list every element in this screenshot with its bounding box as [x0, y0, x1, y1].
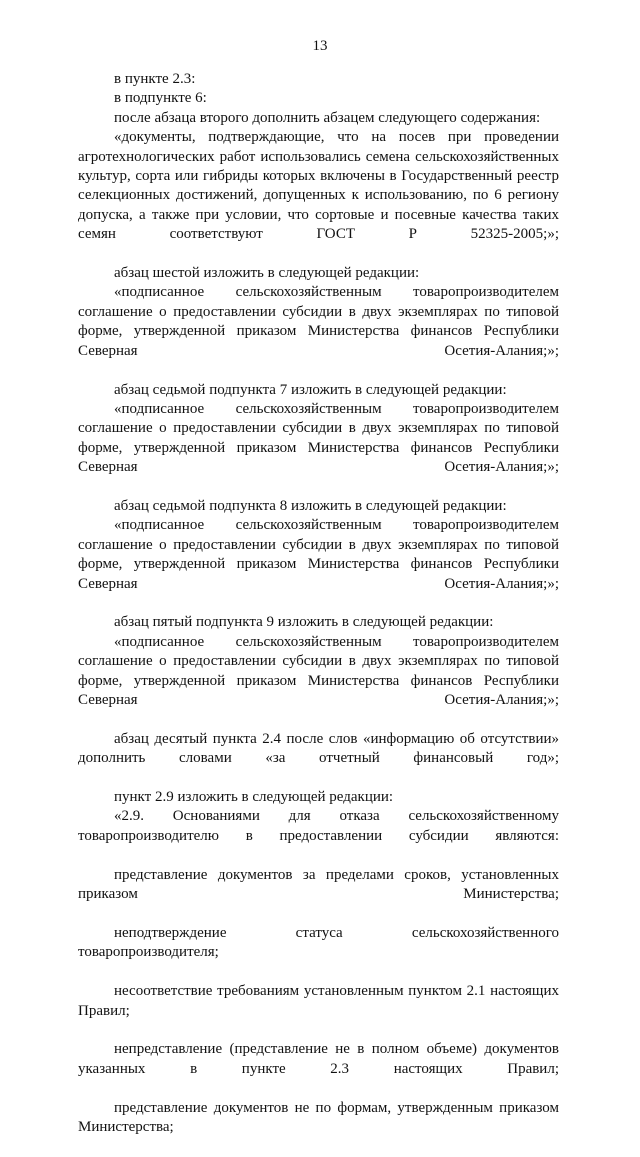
paragraph: «подписанное сельскохозяйственным товаропроизводителем соглашение о предоставлении субсидии в двух экземплярах по типовой форме, утвержденной приказом Министерства финансов Республики Северная Осетия-Алания;»;	[78, 400, 559, 476]
paragraph: в подпункте 6:	[114, 90, 207, 107]
paragraph: представление документов не по формам, утвержденным приказом Министерства;	[78, 1099, 559, 1135]
page-number: 13	[312, 38, 328, 54]
paragraph: абзац шестой изложить в следующей редакции:	[114, 265, 420, 282]
paragraph: пункт 2.9 изложить в следующей редакции:	[114, 789, 394, 806]
paragraph: «подписанное сельскохозяйственным товаропроизводителем соглашение о предоставлении субсидии в двух экземплярах по типовой форме, утвержденной приказом Министерства финансов Республики Северная Осетия-Алания;»;	[78, 284, 559, 359]
paragraph: несоответствие требованиям установленным пунктом 2.1 настоящих Правил;	[78, 983, 559, 1019]
paragraph: «подписанное сельскохозяйственным товаропроизводителем соглашение о предоставлении субсидии в двух экземплярах по типовой форме, утвержденной приказом Министерства финансов Республики Северная Осетия-Алания;»;	[78, 633, 559, 708]
paragraph: абзац седьмой подпункта 8 изложить в следующей редакции:	[114, 497, 507, 514]
paragraph: абзац пятый подпункта 9 изложить в следующей редакции:	[114, 614, 494, 631]
paragraph: неподтверждение статуса сельскохозяйственного товаропроизводителя;	[78, 924, 559, 961]
paragraph: после абзаца второго дополнить абзацем следующего содержания:	[114, 109, 541, 126]
paragraph: «документы, подтверждающие, что на посев при проведении агротехнологических работ использовались семена сельскохозяйственных культур, сорта или гибриды которых включены в Государственный реестр селекционных достижений, допущенных к использованию, по 6 региону допуска, а также при условии, что сортовые и посевные качества таких семян соответствуют ГОСТ Р 52325-2005;»;	[78, 129, 559, 243]
paragraph: «2.9. Основаниями для отказа сельскохозяйственному товаропроизводителю в предоставлении субсидии являются:	[78, 808, 559, 844]
paragraph: абзац седьмой подпункта 7 изложить в следующей редакции:	[114, 381, 507, 398]
paragraph: абзац десятый пункта 2.4 после слов «информацию об отсутствии» дополнить словами «за отчетный финансовый год»;	[78, 730, 559, 767]
document-body	[78, 70, 559, 1157]
paragraph: непредставление (представление не в полном объеме) документов указанных в пункте 2.3 настоящих Правил;	[78, 1041, 559, 1077]
paragraph: «подписанное сельскохозяйственным товаропроизводителем соглашение о предоставлении субсидии в двух экземплярах по типовой форме, утвержденной приказом Министерства финансов Республики Северная Осетия-Алания;»;	[78, 517, 559, 592]
paragraph: в пункте 2.3:	[114, 71, 196, 87]
paragraph: представление документов за пределами сроков, установленных приказом Министерства;	[78, 866, 559, 903]
